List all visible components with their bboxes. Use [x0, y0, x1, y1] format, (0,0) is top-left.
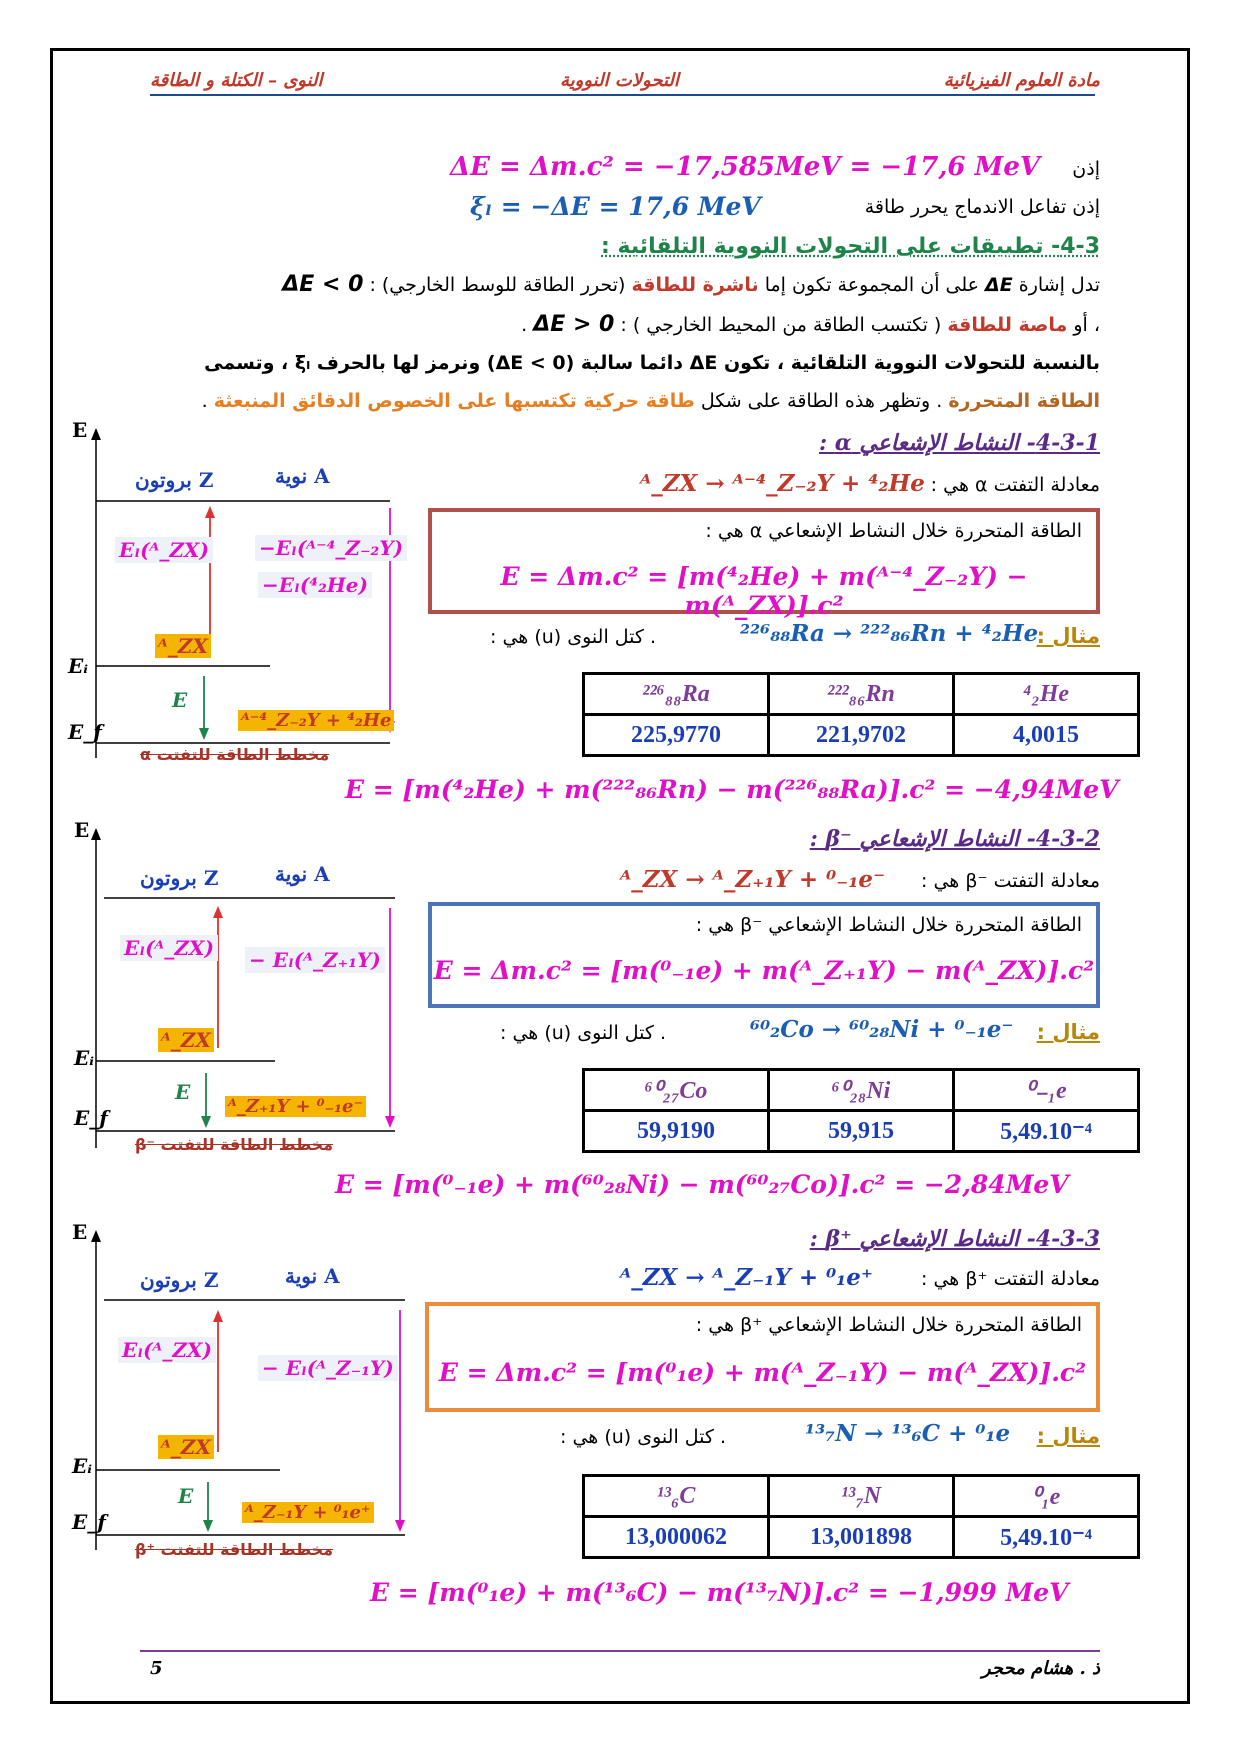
- beta-minus-result: E = [m(⁰₋₁e) + m(⁶⁰₂₈Ni) − m(⁶⁰₂₇Co)].c² = −2,84MeV: [335, 1170, 1069, 1199]
- footer-divider: [140, 1650, 1100, 1652]
- header-subject: مادة العلوم الفيزيائية: [943, 70, 1100, 91]
- beta-minus-mass-table: [582, 1068, 1140, 1153]
- beta-plus-col-proton: Z بروتون: [140, 1268, 219, 1292]
- beta-plus-equation: ᴬ_ZX → ᴬ_Z₋₁Y + ⁰₁e⁺: [620, 1264, 874, 1291]
- beta-plus-ef: E_f: [72, 1510, 106, 1534]
- alpha-diagram-caption: مخطط الطاقة للتفتت α: [140, 745, 330, 764]
- section-paragraph-3: بالنسبة للتحولات النووية التلقائية ، تكون ΔE دائما سالبة (ΔE < 0) ونرمز لها بالحرف ξₗ ، وتسمى: [204, 352, 1100, 374]
- beta-plus-header-n: ¹³₇N: [769, 1476, 954, 1517]
- beta-plus-example-eq: ¹³₇N → ¹³₆C + ⁰₁e: [805, 1420, 1011, 1447]
- beta-plus-box-formula: E = Δm.c² = [m(⁰₁e) + m(ᴬ_Z₋₁Y) − m(ᴬ_ZX)].c²: [438, 1358, 1087, 1387]
- alpha-header-ra: ²²⁶₈₈Ra: [584, 674, 769, 715]
- alpha-example-eq: ²²⁶₈₈Ra → ²²²₈₆Rn + ⁴₂He: [740, 620, 1039, 647]
- beta-minus-products: ᴬ_Z₊₁Y + ⁰₋₁e⁻: [225, 1096, 366, 1117]
- beta-plus-title: 4-3-3- النشاط الإشعاعي ⁺β :: [809, 1226, 1100, 1252]
- beta-plus-eq-label: معادلة التفتت ⁺β هي :: [921, 1268, 1100, 1290]
- beta-plus-masses-label: . كتل النوى (u) هي :: [560, 1426, 727, 1448]
- alpha-col-proton: Z بروتون: [135, 468, 214, 492]
- alpha-masses-label: . كتل النوى (u) هي :: [490, 626, 657, 648]
- beta-minus-masses-label: . كتل النوى (u) هي :: [500, 1022, 667, 1044]
- beta-minus-example-eq: ⁶⁰₂Co → ⁶⁰₂₈Ni + ⁰₋₁e⁻: [750, 1016, 1014, 1043]
- alpha-value-rn: 221,9702: [769, 715, 954, 756]
- beta-minus-value-co: 59,9190: [584, 1111, 769, 1152]
- beta-minus-e: E: [175, 1080, 191, 1104]
- alpha-el-right-2: −Eₗ(⁴₂He): [258, 572, 372, 598]
- alpha-header-rn: ²²²₈₆Rn: [769, 674, 954, 715]
- beta-plus-el-left: Eₗ(ᴬ_ZX): [118, 1337, 216, 1363]
- beta-plus-result: E = [m(⁰₁e) + m(¹³₆C) − m(¹³₇N)].c² = −1,999 MeV: [370, 1578, 1069, 1607]
- alpha-energy-box: [428, 508, 1100, 620]
- beta-plus-energy-box: [425, 1302, 1100, 1412]
- alpha-value-he: 4,0015: [954, 715, 1139, 756]
- beta-plus-axis-label: E: [72, 1220, 88, 1244]
- alpha-box-title: الطاقة المتحررة خلال النشاط الإشعاعي α هي :: [705, 520, 1082, 542]
- header-topic: النوى – الكتلة و الطاقة: [150, 70, 323, 91]
- alpha-nucleus: ᴬ_ZX: [155, 634, 211, 658]
- alpha-mass-table: [582, 672, 1140, 757]
- alpha-ef: E_f: [68, 720, 102, 744]
- footer-author: ذ . هشام محجر: [981, 1658, 1100, 1679]
- intro-prefix: إذن: [1072, 158, 1100, 180]
- beta-minus-header-co: ⁶⁰₂₇Co: [584, 1070, 769, 1111]
- beta-plus-col-nucleon: A نوية: [285, 1264, 340, 1288]
- beta-minus-value-e: 5,49.10⁻⁴: [954, 1111, 1139, 1152]
- beta-minus-energy-diagram: [60, 818, 410, 1163]
- alpha-result: E = [m(⁴₂He) + m(²²²₈₆Rn) − m(²²⁶₈₈Ra)].c² = −4,94MeV: [345, 775, 1119, 804]
- beta-plus-value-e: 5,49.10⁻⁴: [954, 1517, 1139, 1558]
- beta-plus-box-title: الطاقة المتحررة خلال النشاط الإشعاعي ⁺β هي :: [695, 1314, 1082, 1336]
- section-paragraph-1: تدل إشارة ΔE على أن المجموعة تكون إما ناشرة للطاقة (تحرر الطاقة للوسط الخارجي) : ΔE < 0: [282, 272, 1100, 297]
- alpha-el-right-1: −Eₗ(ᴬ⁻⁴_Z₋₂Y): [255, 535, 407, 561]
- alpha-e: E: [172, 688, 188, 712]
- beta-minus-ef: E_f: [74, 1106, 108, 1130]
- beta-minus-header-e: ⁰₋₁e: [954, 1070, 1139, 1111]
- alpha-equation: ᴬ_ZX → ᴬ⁻⁴_Z₋₂Y + ⁴₂He: [640, 470, 925, 497]
- beta-minus-el-right-1: − Eₗ(ᴬ_Z₊₁Y): [245, 947, 385, 973]
- beta-minus-header-ni: ⁶⁰₂₈Ni: [769, 1070, 954, 1111]
- beta-minus-col-proton: Z بروتون: [140, 866, 219, 890]
- alpha-products: ᴬ⁻⁴_Z₋₂Y + ⁴₂He: [238, 710, 394, 731]
- alpha-el-left: Eₗ(ᴬ_ZX): [115, 537, 213, 563]
- alpha-axis-label: E: [72, 418, 88, 442]
- intro-formula: ΔE = Δm.c² = −17,585MeV = −17,6 MeV: [450, 152, 1041, 182]
- beta-minus-diagram-caption: مخطط الطاقة للتفتت ⁻β: [135, 1135, 334, 1154]
- alpha-example-label: مثال :: [1036, 624, 1100, 648]
- beta-plus-ei: Eᵢ: [72, 1454, 93, 1478]
- beta-plus-energy-diagram: [60, 1220, 415, 1565]
- beta-minus-box-formula: E = Δm.c² = [m(⁰₋₁e) + m(ᴬ_Z₊₁Y) − m(ᴬ_ZX)].c²: [433, 956, 1095, 985]
- beta-plus-header-e: ⁰₁e: [954, 1476, 1139, 1517]
- section-title: 4-3- تطبيقات على التحولات النووية التلقائية :: [601, 234, 1100, 259]
- beta-plus-e: E: [178, 1484, 194, 1508]
- alpha-title: 4-3-1- النشاط الإشعاعي α :: [818, 430, 1100, 456]
- alpha-header-he: ⁴₂He: [954, 674, 1139, 715]
- beta-minus-equation: ᴬ_ZX → ᴬ_Z₊₁Y + ⁰₋₁e⁻: [620, 866, 886, 893]
- beta-minus-el-left: Eₗ(ᴬ_ZX): [120, 935, 218, 961]
- beta-minus-example-label: مثال :: [1036, 1020, 1100, 1044]
- beta-plus-el-right-1: − Eₗ(ᴬ_Z₋₁Y): [258, 1355, 398, 1381]
- beta-minus-value-ni: 59,915: [769, 1111, 954, 1152]
- section-paragraph-2: ، أو ماصة للطاقة ( تكتسب الطاقة من المحيط الخارجي ) : ΔE > 0 .: [521, 312, 1100, 337]
- beta-minus-ei: Eᵢ: [74, 1046, 95, 1070]
- beta-plus-diagram-caption: مخطط الطاقة للتفتت ⁺β: [135, 1540, 334, 1559]
- beta-minus-energy-box: [428, 902, 1100, 1008]
- beta-minus-nucleus: ᴬ_ZX: [158, 1028, 214, 1052]
- alpha-ei: Eᵢ: [68, 654, 89, 678]
- beta-plus-example-label: مثال :: [1036, 1424, 1100, 1448]
- beta-plus-value-c: 13,000062: [584, 1517, 769, 1558]
- intro-text: إذن تفاعل الاندماج يحرر طاقة: [864, 196, 1100, 218]
- alpha-box-formula: E = Δm.c² = [m(⁴₂He) + m(ᴬ⁻⁴_Z₋₂Y) − m(ᴬ_ZX)].c²: [500, 562, 1028, 620]
- beta-minus-title: 4-3-2- النشاط الإشعاعي ⁻β :: [809, 826, 1100, 852]
- header-divider: [150, 94, 1095, 96]
- beta-minus-box-title: الطاقة المتحررة خلال النشاط الإشعاعي ⁻β هي :: [695, 914, 1082, 936]
- alpha-value-ra: 225,9770: [584, 715, 769, 756]
- beta-minus-col-nucleon: A نوية: [275, 862, 330, 886]
- beta-plus-header-c: ¹³₆C: [584, 1476, 769, 1517]
- beta-plus-nucleus: ᴬ_ZX: [158, 1435, 214, 1459]
- beta-minus-eq-label: معادلة التفتت ⁻β هي :: [921, 870, 1100, 892]
- header-chapter: التحولات النووية: [560, 70, 679, 91]
- beta-plus-mass-table: [582, 1474, 1140, 1559]
- alpha-energy-diagram: [60, 418, 410, 763]
- alpha-eq-label: معادلة التفتت α هي :: [930, 474, 1100, 496]
- beta-minus-axis-label: E: [74, 818, 90, 842]
- footer-page-number: 5: [150, 1658, 163, 1679]
- beta-plus-products: ᴬ_Z₋₁Y + ⁰₁e⁺: [242, 1502, 374, 1523]
- intro-liberated-energy: ξₗ = −ΔE = 17,6 MeV: [470, 192, 761, 221]
- beta-plus-value-n: 13,001898: [769, 1517, 954, 1558]
- section-paragraph-4: الطاقة المتحررة . وتظهر هذه الطاقة على شكل طاقة حركية تكتسبها على الخصوص الدقائق المنبعثة .: [201, 390, 1100, 412]
- alpha-col-nucleon: A نوية: [275, 464, 330, 488]
